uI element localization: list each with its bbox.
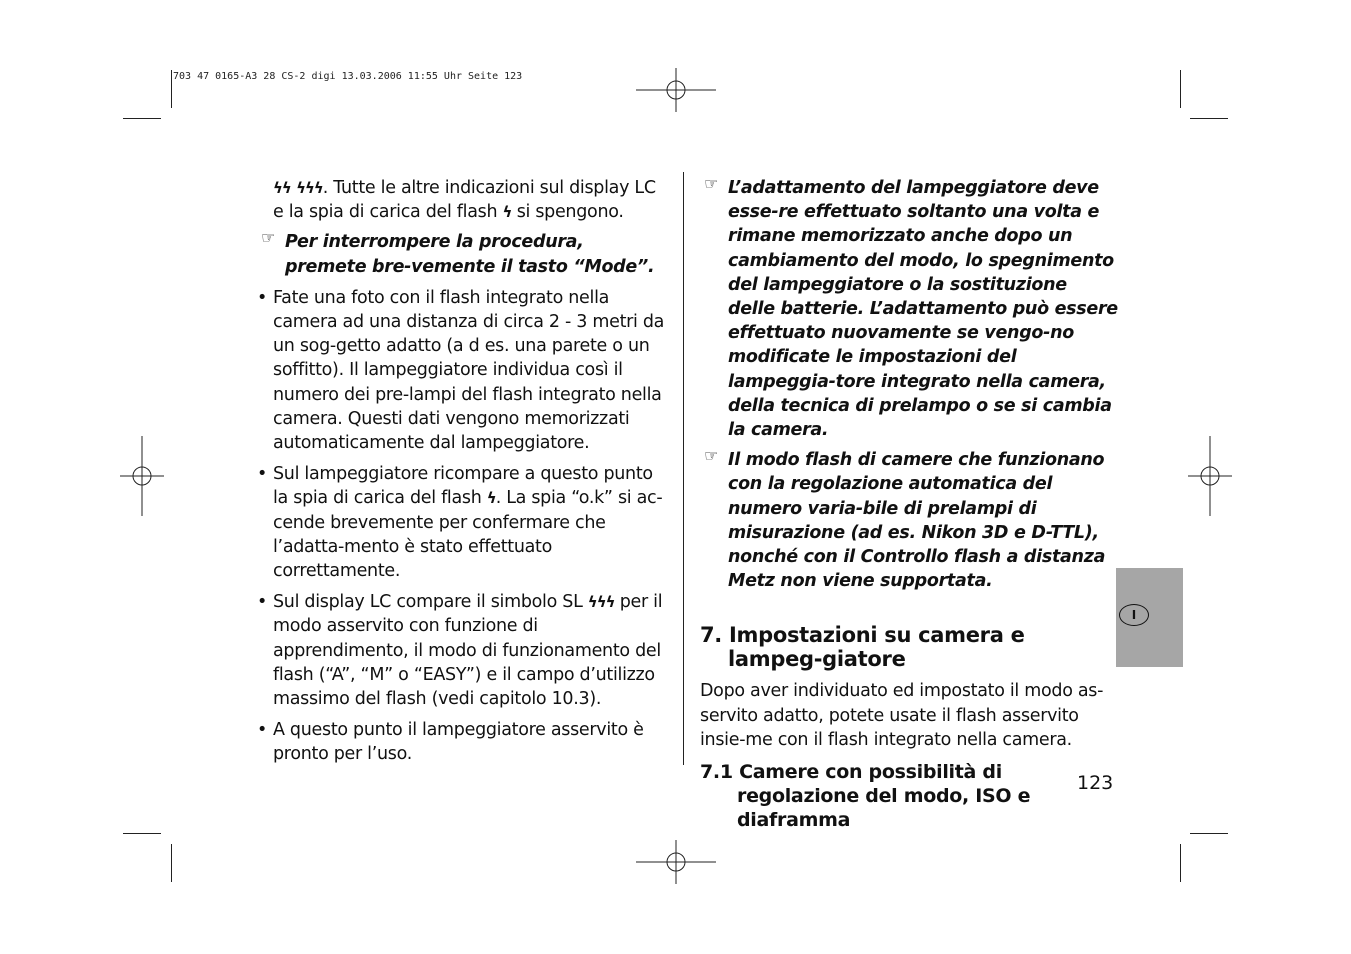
note: ☞ L’adattamento del lampeggiatore deve esse-re effettuato soltanto una volta e rimane memorizzato anche dopo un cambiamento del modo, lo spegnimento del lampeggiatore o la sostituzione delle batterie. L’adattamento può essere effettuato nuovamente se vengo-no modificate le impostazioni del lampeggia-tore integrato nella camera, della tecnica di prelampo o se si cambia la camera. (704, 174, 1118, 441)
registration-mark-right (1188, 436, 1232, 516)
language-tab-label: I (1119, 604, 1149, 626)
crop-mark (1180, 844, 1181, 882)
registration-mark-bottom (636, 840, 716, 884)
crop-mark (1180, 70, 1181, 108)
intro-paragraph: ϟϟ ϟϟϟ. Tutte le altre indicazioni sul display LC e la spia di carica del flash ϟ si spengono. (273, 178, 656, 223)
crop-mark (171, 70, 172, 108)
flash-icon: ϟ (502, 203, 512, 222)
bullet-icon: • (257, 287, 268, 308)
note: ☞ Il modo flash di camere che funzionano con la regolazione automatica del numero varia-bile di prelampi di misurazione (ad es. Nikon 3D e D-TTL), nonché con il Controllo flash a distanza Metz non viene supportata. (704, 446, 1106, 592)
list-item: • A questo punto il lampeggiatore asservito è pronto per l’uso. (257, 720, 644, 765)
pointing-hand-icon: ☞ (704, 174, 719, 193)
bullet-icon: • (257, 720, 268, 741)
registration-mark-top (636, 68, 716, 112)
crop-mark (171, 844, 172, 882)
list-item: • Sul lampeggiatore ricompare a questo punto la spia di carica del flash ϟ. La spia “o.k” si ac-cende brevemente per confermare che l’adatta-mento è stato effettuato correttamente. (257, 464, 663, 582)
registration-mark-left (120, 436, 164, 516)
section-heading: 7. Impostazioni su camera e lampeg-giatore (700, 623, 1025, 672)
subsection-heading: 7.1 Camere con possibilità di regolazione del modo, ISO e diaframma (700, 761, 1031, 832)
flash-icon: ϟϟ (273, 179, 291, 197)
right-column (700, 176, 1118, 832)
note: ☞ Per interrompere la procedura, premete bre-vemente il tasto “Mode”. (261, 228, 655, 277)
bullet-icon: • (257, 464, 268, 485)
list-item: • Fate una foto con il flash integrato nella camera ad una distanza di circa 2 - 3 metri da un sog-getto adatto (a d es. una parete o un soffitto). Il lampeggiatore individua così il numero dei pre-lampi del flash integrato nella camera. Questi dati vengono memorizzati automaticamente dal lampeggiatore. (257, 287, 665, 454)
flash-icon: ϟ (486, 489, 496, 508)
left-column (257, 176, 667, 767)
crop-mark (123, 833, 161, 834)
crop-mark (1190, 118, 1228, 119)
body-paragraph: Dopo aver individuato ed impostato il modo as-servito adatto, potete usate il flash asservito insie-me con il flash integrato nella camera. (700, 681, 1104, 750)
pointing-hand-icon: ☞ (261, 228, 276, 248)
bullet-icon: • (257, 592, 268, 613)
print-slug: 703 47 0165-A3 28 CS-2 digi 13.03.2006 11:55 Uhr Seite 123 (173, 71, 523, 82)
flash-icon: ϟϟϟ (296, 179, 323, 197)
crop-mark (1190, 833, 1228, 834)
flash-icon: ϟϟϟ (587, 593, 615, 612)
pointing-hand-icon: ☞ (704, 446, 719, 466)
column-divider (683, 172, 684, 765)
page-number: 123 (1077, 772, 1114, 794)
crop-mark (123, 118, 161, 119)
list-item: • Sul display LC compare il simbolo SL ϟϟϟ per il modo asservito con funzione di apprendimento, il modo di funzionamento del flash (“A”, “M” o “EASY”) e il campo d’utilizzo massimo del flash (vedi capitolo 10.3). (257, 592, 663, 710)
